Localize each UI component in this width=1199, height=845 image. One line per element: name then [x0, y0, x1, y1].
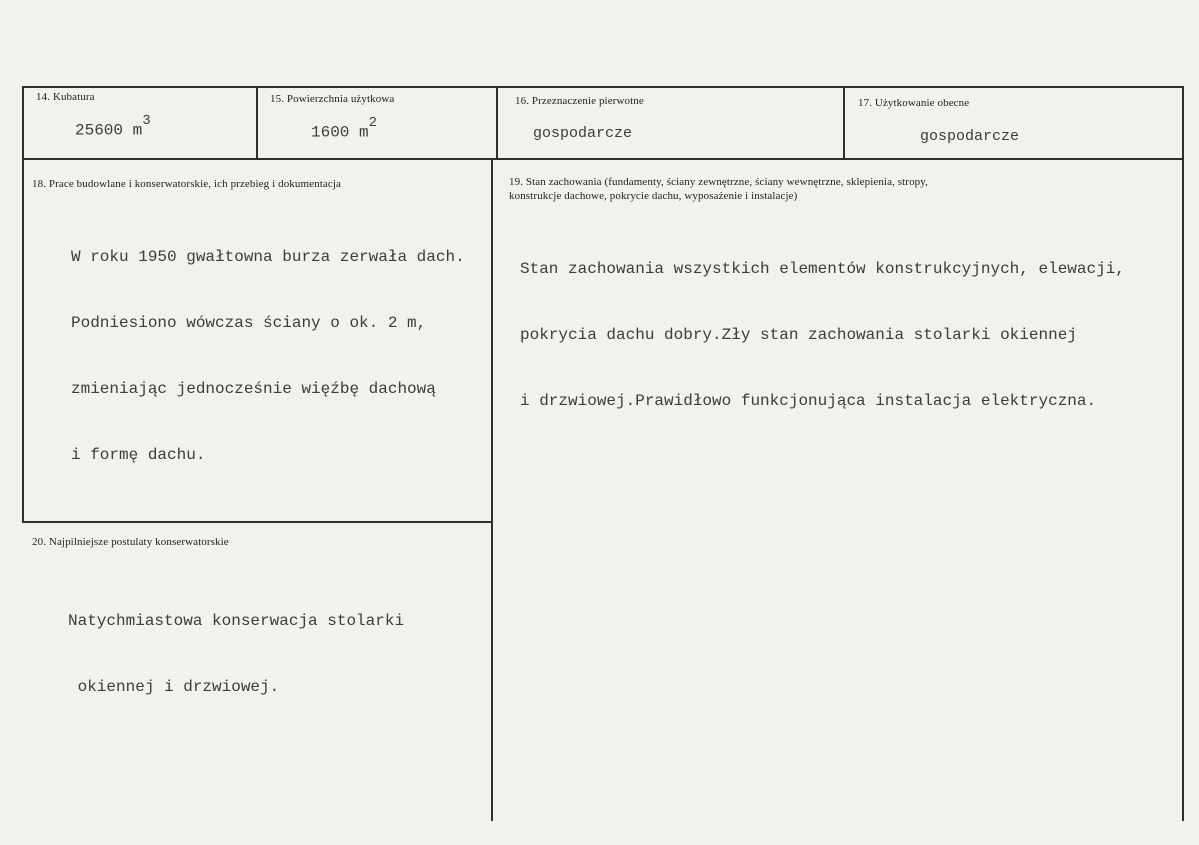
postulaty-text	[68, 566, 404, 742]
prace-text	[71, 202, 465, 510]
stan-line: Stan zachowania wszystkich elementów konstrukcyjnych, elewacji,	[520, 260, 1125, 278]
stan-label-line1: 19. Stan zachowania (fundamenty, ściany zewnętrzne, ściany wewnętrzne, sklepienia, stropy,	[509, 176, 929, 188]
prace-label: 18. Prace budowlane i konserwatorskie, ich przebieg i dokumentacja	[32, 178, 341, 190]
right-border	[1182, 86, 1184, 821]
stan-line: pokrycia dachu dobry.Zły stan zachowania stolarki okiennej	[520, 326, 1077, 344]
kubatura-exponent: 3	[142, 113, 151, 129]
prace-line: W roku 1950 gwałtowna burza zerwała dach.	[71, 248, 465, 266]
section20-top-rule	[22, 521, 492, 523]
powierzchnia-exponent: 2	[368, 115, 378, 131]
row1-bottom-rule	[22, 158, 1184, 160]
przeznaczenie-label: 16. Przeznaczenie pierwotne	[515, 95, 644, 107]
przeznaczenie-value: gospodarcze	[533, 125, 633, 142]
stan-text	[520, 214, 1125, 456]
prace-line: i formę dachu.	[71, 446, 206, 464]
powierzchnia-value: 1600 $m^2$	[311, 115, 378, 142]
postulaty-line: Natychmiastowa konserwacja stolarki	[68, 612, 405, 630]
stan-label-line2: konstrukcje dachowe, pokrycie dachu, wyposażenie i instalacje)	[509, 190, 798, 202]
postulaty-label: 20. Najpilniejsze postulaty konserwatorskie	[32, 536, 229, 548]
row1-divider-1	[256, 86, 258, 158]
uzytkowanie-value: gospodarcze	[920, 128, 1020, 145]
row1-divider-2	[496, 86, 498, 158]
powierzchnia-label: 15. Powierzchnia użytkowa	[270, 93, 395, 105]
stan-line: i drzwiowej.Prawidłowo funkcjonująca instalacja elektryczna.	[520, 392, 1097, 410]
prace-line: zmieniając jednocześnie więźbę dachową	[71, 380, 436, 398]
middle-divider	[491, 158, 493, 821]
kubatura-value: 25600 $m^3$	[75, 113, 151, 140]
prace-line: Podniesiono wówczas ściany o ok. 2 m,	[71, 314, 427, 332]
left-border	[22, 86, 24, 521]
top-rule	[22, 86, 1184, 88]
uzytkowanie-label: 17. Użytkowanie obecne	[858, 97, 970, 109]
postulaty-line: okiennej i drzwiowej.	[68, 678, 280, 696]
kubatura-label: 14. Kubatura	[36, 91, 95, 103]
row1-divider-3	[843, 86, 845, 158]
